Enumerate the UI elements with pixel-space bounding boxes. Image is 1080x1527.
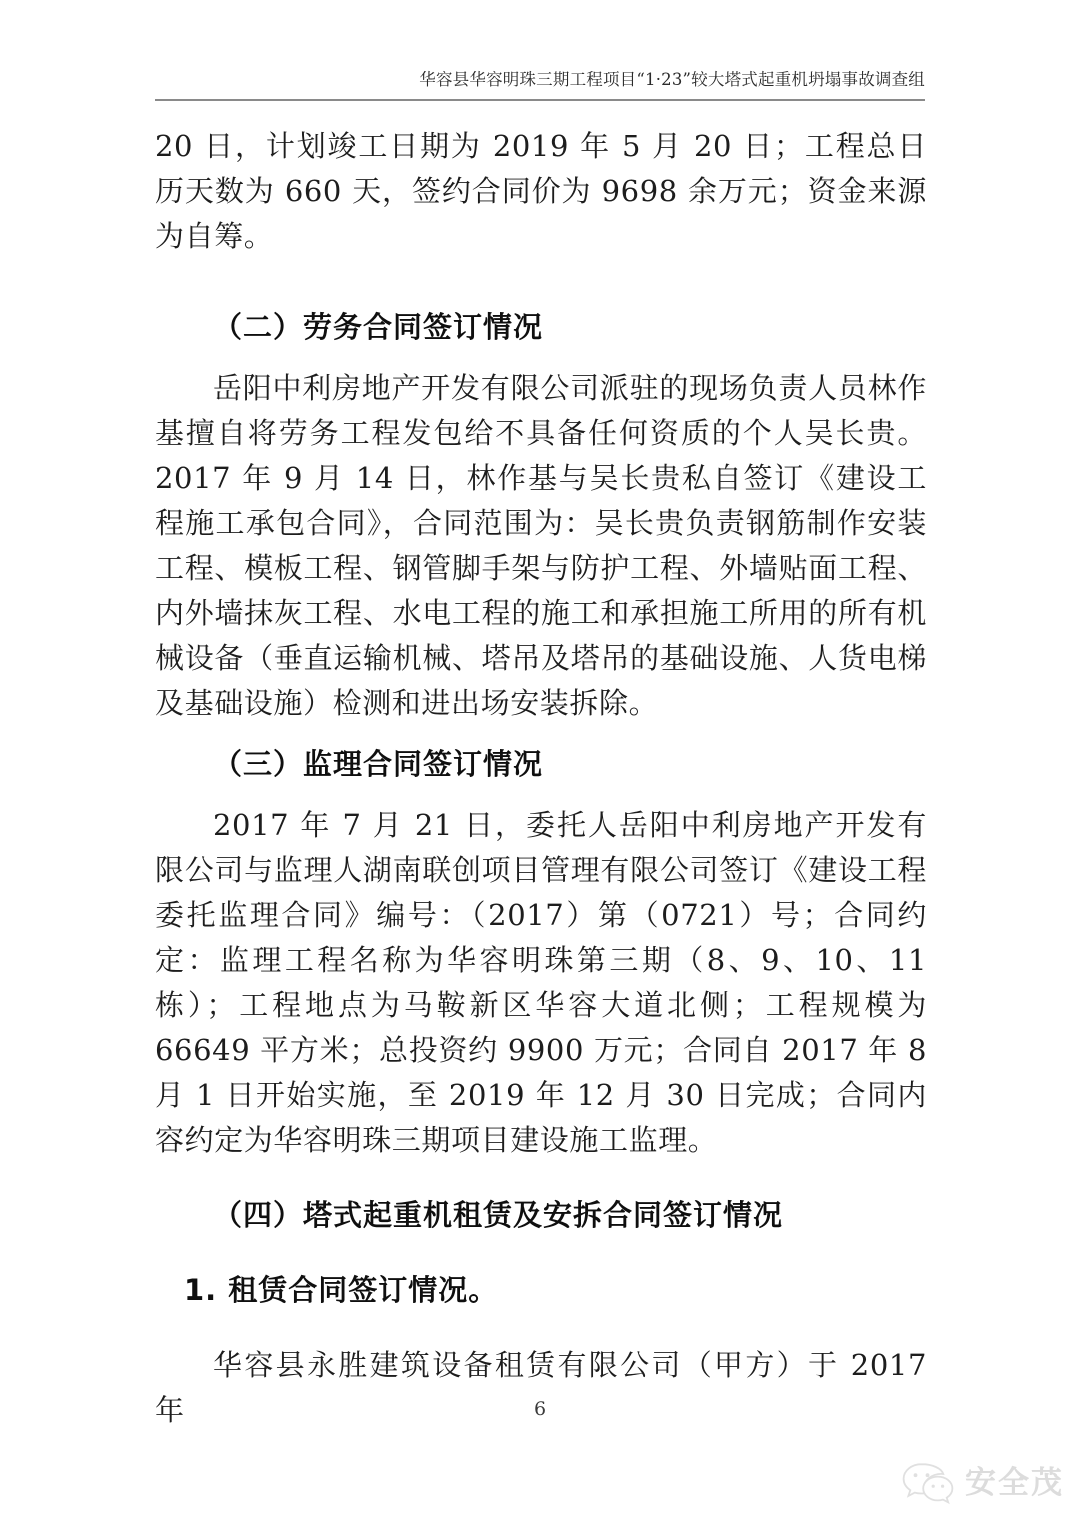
spacer bbox=[155, 1163, 927, 1193]
section-heading-three: （三）监理合同签订情况 bbox=[213, 747, 544, 781]
spacer bbox=[155, 259, 927, 305]
page-header-title: 华容县华容明珠三期工程项目“1·23”较大塔式起重机坍塌事故调查组 bbox=[419, 70, 925, 89]
watermark-label: 安全茂 bbox=[965, 1464, 1064, 1501]
document-body bbox=[155, 124, 927, 1433]
section-four-item-one-heading: 1. 租赁合同签订情况。 bbox=[184, 1273, 499, 1307]
section-two-paragraph: 岳阳中利房地产开发有限公司派驻的现场负责人员林作基擅自将劳务工程发包给不具备任何资质的个人吴长贵。2017 年 9 月 14 日，林作基与吴长贵私自签订《建设工程施工承包合同》，合同范围为：吴长贵负责钢筋制作安装工程、模板工程、钢管脚手架与防护工程、外墙贴面工程、内外墙抹灰工程、水电工程的施工和承担施工所用的所有机械设备（垂直运输机械、塔吊及塔吊的基础设施、人货电梯及基础设施）检测和进出场安装拆除。 bbox=[155, 371, 927, 720]
section-heading-two: （二）劳务合同签订情况 bbox=[213, 310, 544, 344]
section-three-paragraph: 2017 年 7 月 21 日，委托人岳阳中利房地产开发有限公司与监理人湖南联创项目管理有限公司签订《建设工程委托监理合同》编号：（2017）第（0721）号；合同约定：监理工程名称为华容明珠第三期（8、9、10、11 栋）；工程地点为马鞍新区华容大道北侧；工程规模为 66649 平方米；总投资约 9900 万元；合同自 2017 年 8 月 1 日开始实施，至 2019 年 12 月 30 日完成；合同内容约定为华容明珠三期项目建设施工监理。 bbox=[155, 808, 927, 1157]
spacer bbox=[155, 726, 927, 742]
spacer bbox=[155, 1313, 927, 1343]
spacer bbox=[155, 1238, 927, 1268]
spacer bbox=[155, 350, 927, 366]
paragraph-continued-from-previous-page: 20 日，计划竣工日期为 2019 年 5 月 20 日；工程总日历天数为 660 天，签约合同价为 9698 余万元；资金来源为自筹。 bbox=[155, 129, 927, 253]
section-heading-four: （四）塔式起重机租赁及安拆合同签订情况 bbox=[213, 1198, 784, 1232]
page-number: 6 bbox=[533, 1398, 547, 1420]
spacer bbox=[155, 787, 927, 803]
section-four-item-one-paragraph: 华容县永胜建筑设备租赁有限公司（甲方）于 2017 年 bbox=[155, 1348, 927, 1427]
wechat-logo-icon bbox=[901, 1461, 955, 1505]
watermark-badge bbox=[901, 1461, 1064, 1505]
header-divider-rule bbox=[155, 99, 925, 101]
page-header bbox=[155, 68, 925, 101]
